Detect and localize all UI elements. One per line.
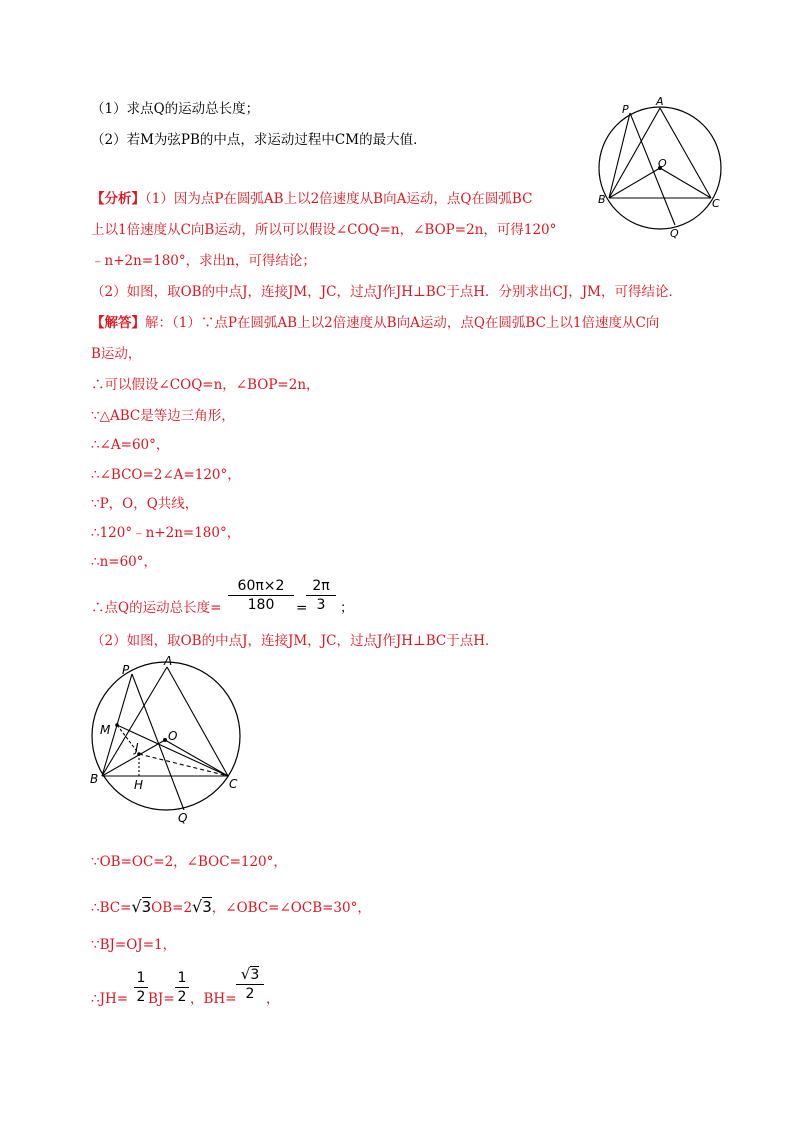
solution-line-12 xyxy=(91,853,287,871)
solution-text-1: 解：（1）∵点P在圆弧AB上以2倍速度从B向A运动，点Q在圆弧BC上以1倍速度从C向 xyxy=(145,315,660,331)
fig2-label-b: B xyxy=(90,772,99,786)
fraction-half-b-denominator: 2 xyxy=(177,989,187,1005)
solution-text-13b: OB=2 xyxy=(151,900,193,916)
solution-line-14 xyxy=(91,936,176,954)
fraction-half-a xyxy=(134,970,148,1005)
solution-line-15b xyxy=(148,990,175,1008)
solution-text-4: ∵△ABC是等边三角形， xyxy=(91,408,235,424)
solution-text-5: ∴∠A=60°， xyxy=(91,437,170,453)
fig2-point-m xyxy=(115,723,119,727)
fig1-label-b: B xyxy=(598,193,606,206)
fig1-label-p: P xyxy=(622,103,629,116)
formula-end-text: ； xyxy=(340,600,354,616)
solution-text-11: （2）如图，取OB的中点J，连接JM，JC，过点J作JH⊥BC于点H． xyxy=(91,633,499,649)
solution-text-14: ∵BJ=OJ=1， xyxy=(91,937,177,953)
fig2-label-a: A xyxy=(164,654,173,668)
solution-tag: 【解答】 xyxy=(91,315,145,331)
fig1-label-o: O xyxy=(658,157,667,170)
fraction-arc-numerator: 60π×2 xyxy=(237,578,285,594)
analysis-line-3 xyxy=(91,252,316,270)
fraction-arc-bar xyxy=(228,595,294,596)
solution-text-13c: ，∠OBC=∠OCB=30°， xyxy=(211,900,371,916)
solution-text-15d: ， xyxy=(266,991,280,1007)
analysis-text-4: （2）如图，取OB的中点J，连接JM，JC，过点J作JH⊥BC于点H．分别求出CJ，JM，可得结论． xyxy=(91,284,683,300)
solution-text-6: ∴∠BCO=2∠A=120°， xyxy=(91,467,241,483)
sqrt3-a: √3 xyxy=(131,897,152,916)
fig1-segment-bp xyxy=(609,113,630,198)
solution-text-15b: BJ= xyxy=(148,991,175,1007)
analysis-text-3: ﹣n+2n=180°，求出n，可得结论； xyxy=(91,253,316,269)
solution-line-4 xyxy=(91,407,235,425)
fraction-half-a-bar xyxy=(134,987,148,988)
solution-line-13 xyxy=(91,898,371,917)
solution-line-2 xyxy=(91,345,141,363)
question-2-text: （2）若M为弦PB的中点，求运动过程中CM的最大值． xyxy=(91,132,427,148)
fig1-label-c: C xyxy=(712,197,720,210)
solution-line-7 xyxy=(91,495,198,513)
solution-text-12: ∵OB=OC=2，∠BOC=120°， xyxy=(91,854,287,870)
figure-1-circle-diagram xyxy=(590,96,740,241)
fig2-label-o: O xyxy=(168,729,178,743)
sqrt3-b: √3 xyxy=(192,897,212,916)
solution-text-7: ∵P，O，Q共线， xyxy=(91,496,199,512)
fig1-segment-bo xyxy=(609,168,660,198)
fig1-label-a: A xyxy=(656,96,664,108)
fraction-root3-radicand: 3 xyxy=(250,967,260,983)
fraction-arc-formula xyxy=(228,578,294,613)
fig2-segment-jc xyxy=(139,754,228,776)
solution-line-1 xyxy=(91,314,659,332)
fraction-half-b-numerator: 1 xyxy=(177,970,187,986)
fig2-label-j: J xyxy=(135,741,139,755)
fraction-root3-half xyxy=(236,966,264,1002)
fraction-root3-bar xyxy=(236,984,264,985)
fraction-arc-denominator: 180 xyxy=(247,597,275,613)
fig2-label-h: H xyxy=(134,778,144,792)
fig2-point-o xyxy=(163,738,167,742)
figure-2-circle-diagram xyxy=(86,654,246,826)
solution-text-8: ∴120°﹣n+2n=180°， xyxy=(91,525,241,541)
analysis-tag: 【分析】 xyxy=(91,191,145,207)
fig2-label-m: M xyxy=(100,723,111,737)
fig1-segment-pq xyxy=(630,113,675,225)
sqrt3-b-radicand: 3 xyxy=(202,898,212,916)
fraction-half-a-denominator: 2 xyxy=(136,989,146,1005)
fig2-label-c: C xyxy=(229,777,238,791)
fig1-label-q: Q xyxy=(670,227,679,240)
fraction-half-b xyxy=(175,970,189,1005)
solution-line-5 xyxy=(91,436,169,454)
solution-line-15a xyxy=(91,990,128,1008)
fraction-result-bar xyxy=(306,595,336,596)
fig1-segment-co xyxy=(660,168,711,198)
analysis-line-2 xyxy=(91,221,556,239)
fig2-segment-ba xyxy=(102,667,167,776)
fraction-result-numerator: 2π xyxy=(312,578,330,594)
analysis-line-1 xyxy=(91,190,532,208)
solution-text-9: ∴n=60°， xyxy=(91,554,158,570)
fraction-half-b-bar xyxy=(175,987,189,988)
solution-text-3: ∴可以假设∠COQ=n，∠BOP=2n， xyxy=(91,377,320,393)
equals-sign-text: = xyxy=(296,600,308,616)
fig1-segment-ca xyxy=(660,108,711,198)
solution-line-6 xyxy=(91,466,241,484)
fraction-root3-numerator: √3 xyxy=(240,965,260,983)
fraction-result-denominator: 3 xyxy=(316,597,326,613)
solution-line-11 xyxy=(91,632,499,650)
fraction-root3-denominator: 2 xyxy=(245,986,255,1002)
solution-text-15a: ∴JH= xyxy=(91,991,129,1007)
solution-line-9 xyxy=(91,553,157,571)
fig1-segment-ba xyxy=(609,108,660,198)
solution-line-10 xyxy=(91,599,221,617)
solution-line-15d xyxy=(266,990,280,1008)
fraction-half-a-numerator: 1 xyxy=(136,970,146,986)
question-1 xyxy=(91,100,259,118)
solution-line-15c xyxy=(190,990,237,1008)
analysis-line-4 xyxy=(91,283,682,301)
formula-end xyxy=(340,599,354,617)
analysis-text-2: 上以1倍速度从C向B运动，所以可以假设∠COQ=n，∠BOP=2n，可得120° xyxy=(91,222,557,238)
solution-text-15c: ，BH= xyxy=(190,991,237,1007)
solution-text-10: ∴点Q的运动总长度= xyxy=(91,600,222,616)
fraction-arc-result xyxy=(306,578,336,613)
fig2-label-q: Q xyxy=(178,811,188,825)
solution-text-2: B运动， xyxy=(91,346,142,362)
solution-text-13a: ∴BC= xyxy=(91,900,132,916)
solution-line-8 xyxy=(91,524,240,542)
analysis-text-1: （1）因为点P在圆弧AB上以2倍速度从B向A运动，点Q在圆弧BC xyxy=(145,191,533,207)
question-2 xyxy=(91,131,427,149)
sqrt3-a-radicand: 3 xyxy=(141,898,152,916)
question-1-text: （1）求点Q的运动总长度； xyxy=(91,101,260,117)
fig2-label-p: P xyxy=(122,663,130,677)
solution-line-3 xyxy=(91,376,320,394)
